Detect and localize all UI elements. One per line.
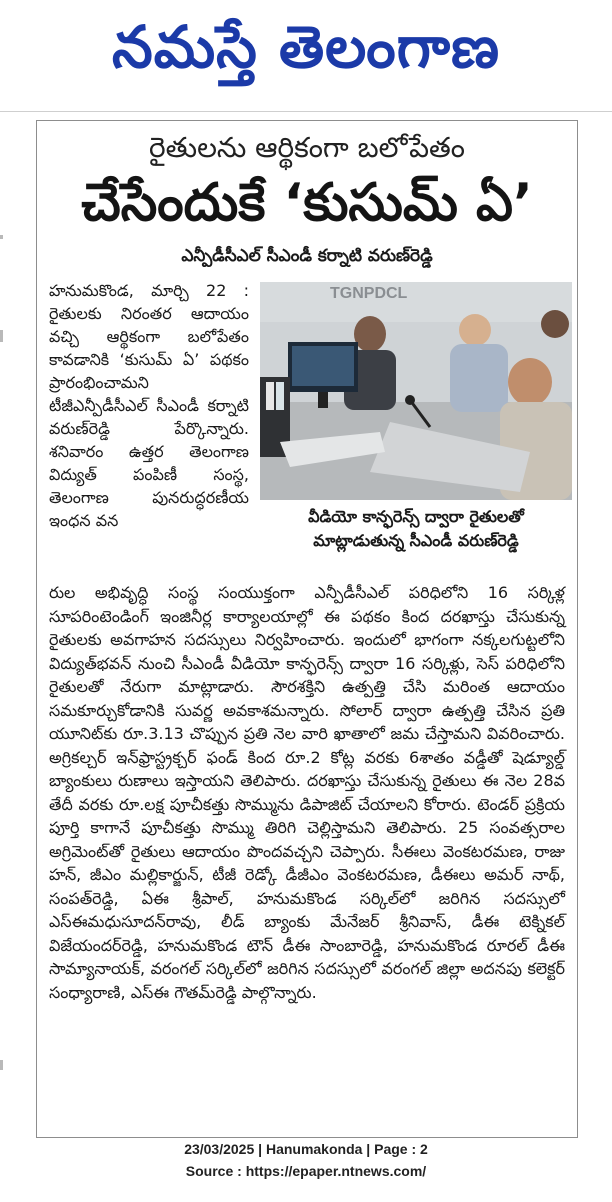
article-body: రుల అభివృద్ధి సంస్థ సంయుక్తంగా ఎన్పీడీసీఎల్ పరిధిలోని 16 సర్కిళ్ల సూపరింటెండింగ్ ఇంజినీర్ల కార్యాలయాల్లో ఈ పథకం కింద దరఖాస్తు చేసుకున్న రైతులకు అవగాహన సదస్సులు నిర్వహించారు. ఇందులో భాగంగా నక్కలగుట్టలోని విద్యుత్‌భవన్ నుంచి సీఎండీ వీడియో కాన్ఫరెన్స్ ద్వారా 16 సర్కిళ్లు, సెస్ పరిధిలోని రైతులతో నేరుగా మాట్లాడారు. సౌరశక్తిని ఉత్పత్తి చేసి మరింత ఆదాయం సమకూర్చుకోడానికి సువర్ణ అవకాశమన్నారు. సోలార్ ద్వారా ఉత్పత్తి చేసిన ప్రతి యూనిట్‌కు రూ.3.13 చొప్పున ప్రతి నెల వారి ఖాతాలో జమ చేస్తామని వివరించారు. అగ్రికల్చర్ ఇన్‌ఫ్రాస్ట్రక్చర్ ఫండ్ కింద రూ.2 కోట్ల వరకు 6శాతం వడ్డీతో షెడ్యూల్డ్ బ్యాంకులు రుణాలు ఇస్తాయని తెలిపారు. దరఖాస్తు చేసుకున్న రైతులు ఈ నెల 28వ తేదీ వరకు రూ.లక్ష పూచీకత్తు సొమ్మును డిపాజిట్ చేయాలని కోరారు. టెండర్ ప్రక్రియ పూర్తి కాగానే పూచీకత్తు సొమ్ము తిరిగి చెల్లిస్తామని తెలిపారు. 25 సంవత్సరాల అగ్రిమెంట్‌తో రైతులు ఆదాయం పొందవచ్చని చెప్పారు. సీఈలు వెంకటరమణ, రాజు హన్, జీఎం మల్లికార్జున్, టీజీ రెడ్కో డీజీఎం వెంకటరమణ, డీఈలు అమర్ నాథ్, సంపత్‌రెడ్డి, ఏఈ శ్రీపాల్, హనుమకొండ సర్కిల్‌లో జరిగిన సదస్సులో ఎస్ఈమధుసూదన్‌రావు, లీడ్ బ్యాంకు మేనేజర్ శ్రీనివాస్, డీఈ టెక్నికల్ విజేయందర్‌రెడ్డి, హనుమకొండ టౌన్ డీఈ సాంబారెడ్డి, హనుమకొండ రూరల్ డీఈ సామ్యానాయక్, వరంగల్ సర్కిల్‌లో జరిగిన సదస్సులో వరంగల్ జిల్లా అదనపు కలెక్టర్ సంధ్యారాణి, ఎస్ఈ గౌతమ్‌రెడ్డి పాల్గొన్నారు. <box>49 583 565 1002</box>
margin-mark <box>0 330 3 342</box>
article-lead-paragraph: హనుమకొండ, మార్చి 22 : రైతులకు నిరంతర ఆదాయం వచ్చి ఆర్థికంగా బలోపేతం కావడానికి ‘కుసుమ్ ఏ’ పథకం ప్రారంభించామని టీజీఎన్పీడీసీఎల్ సీఎండీ కర్నాటి వరుణ్‌రెడ్డి పేర్కొన్నారు. శనివారం ఉత్తర తెలంగాణ విద్యుత్ పంపిణీ సంస్థ, తెలంగాణ పునరుద్ధరణీయ ఇంధన వన <box>49 281 249 530</box>
news-article <box>36 120 578 1138</box>
article-photo <box>260 282 572 500</box>
masthead-divider <box>0 111 612 112</box>
source-url: Source : https://epaper.ntnews.com/ <box>185 1163 427 1179</box>
article-byline: ఎన్పీడీసీఎల్ సీఎండీ కర్నాటి వరుణ్‌రెడ్డి <box>181 246 433 266</box>
article-kicker: రైతులను ఆర్థికంగా బలోపేతం <box>149 131 465 164</box>
page-footer <box>0 1138 612 1182</box>
newspaper-logo: నమస్తే తెలంగాణ <box>112 13 500 81</box>
photo-caption: వీడియో కాన్ఫరెన్స్ ద్వారా రైతులతో మాట్లాడుతున్న సీఎండీ వరుణ్‌రెడ్డి <box>308 507 524 550</box>
margin-mark <box>0 235 3 239</box>
publication-details: 23/03/2025 | Hanumakonda | Page : 2 <box>184 1141 428 1157</box>
article-headline: చేసేందుకే ‘కుసుమ్ ఏ’ <box>81 173 533 233</box>
photo-wall-sign: TGNPDCL <box>330 285 408 302</box>
masthead <box>0 0 612 110</box>
margin-mark <box>0 1060 3 1070</box>
video-conference-photo <box>260 282 572 500</box>
